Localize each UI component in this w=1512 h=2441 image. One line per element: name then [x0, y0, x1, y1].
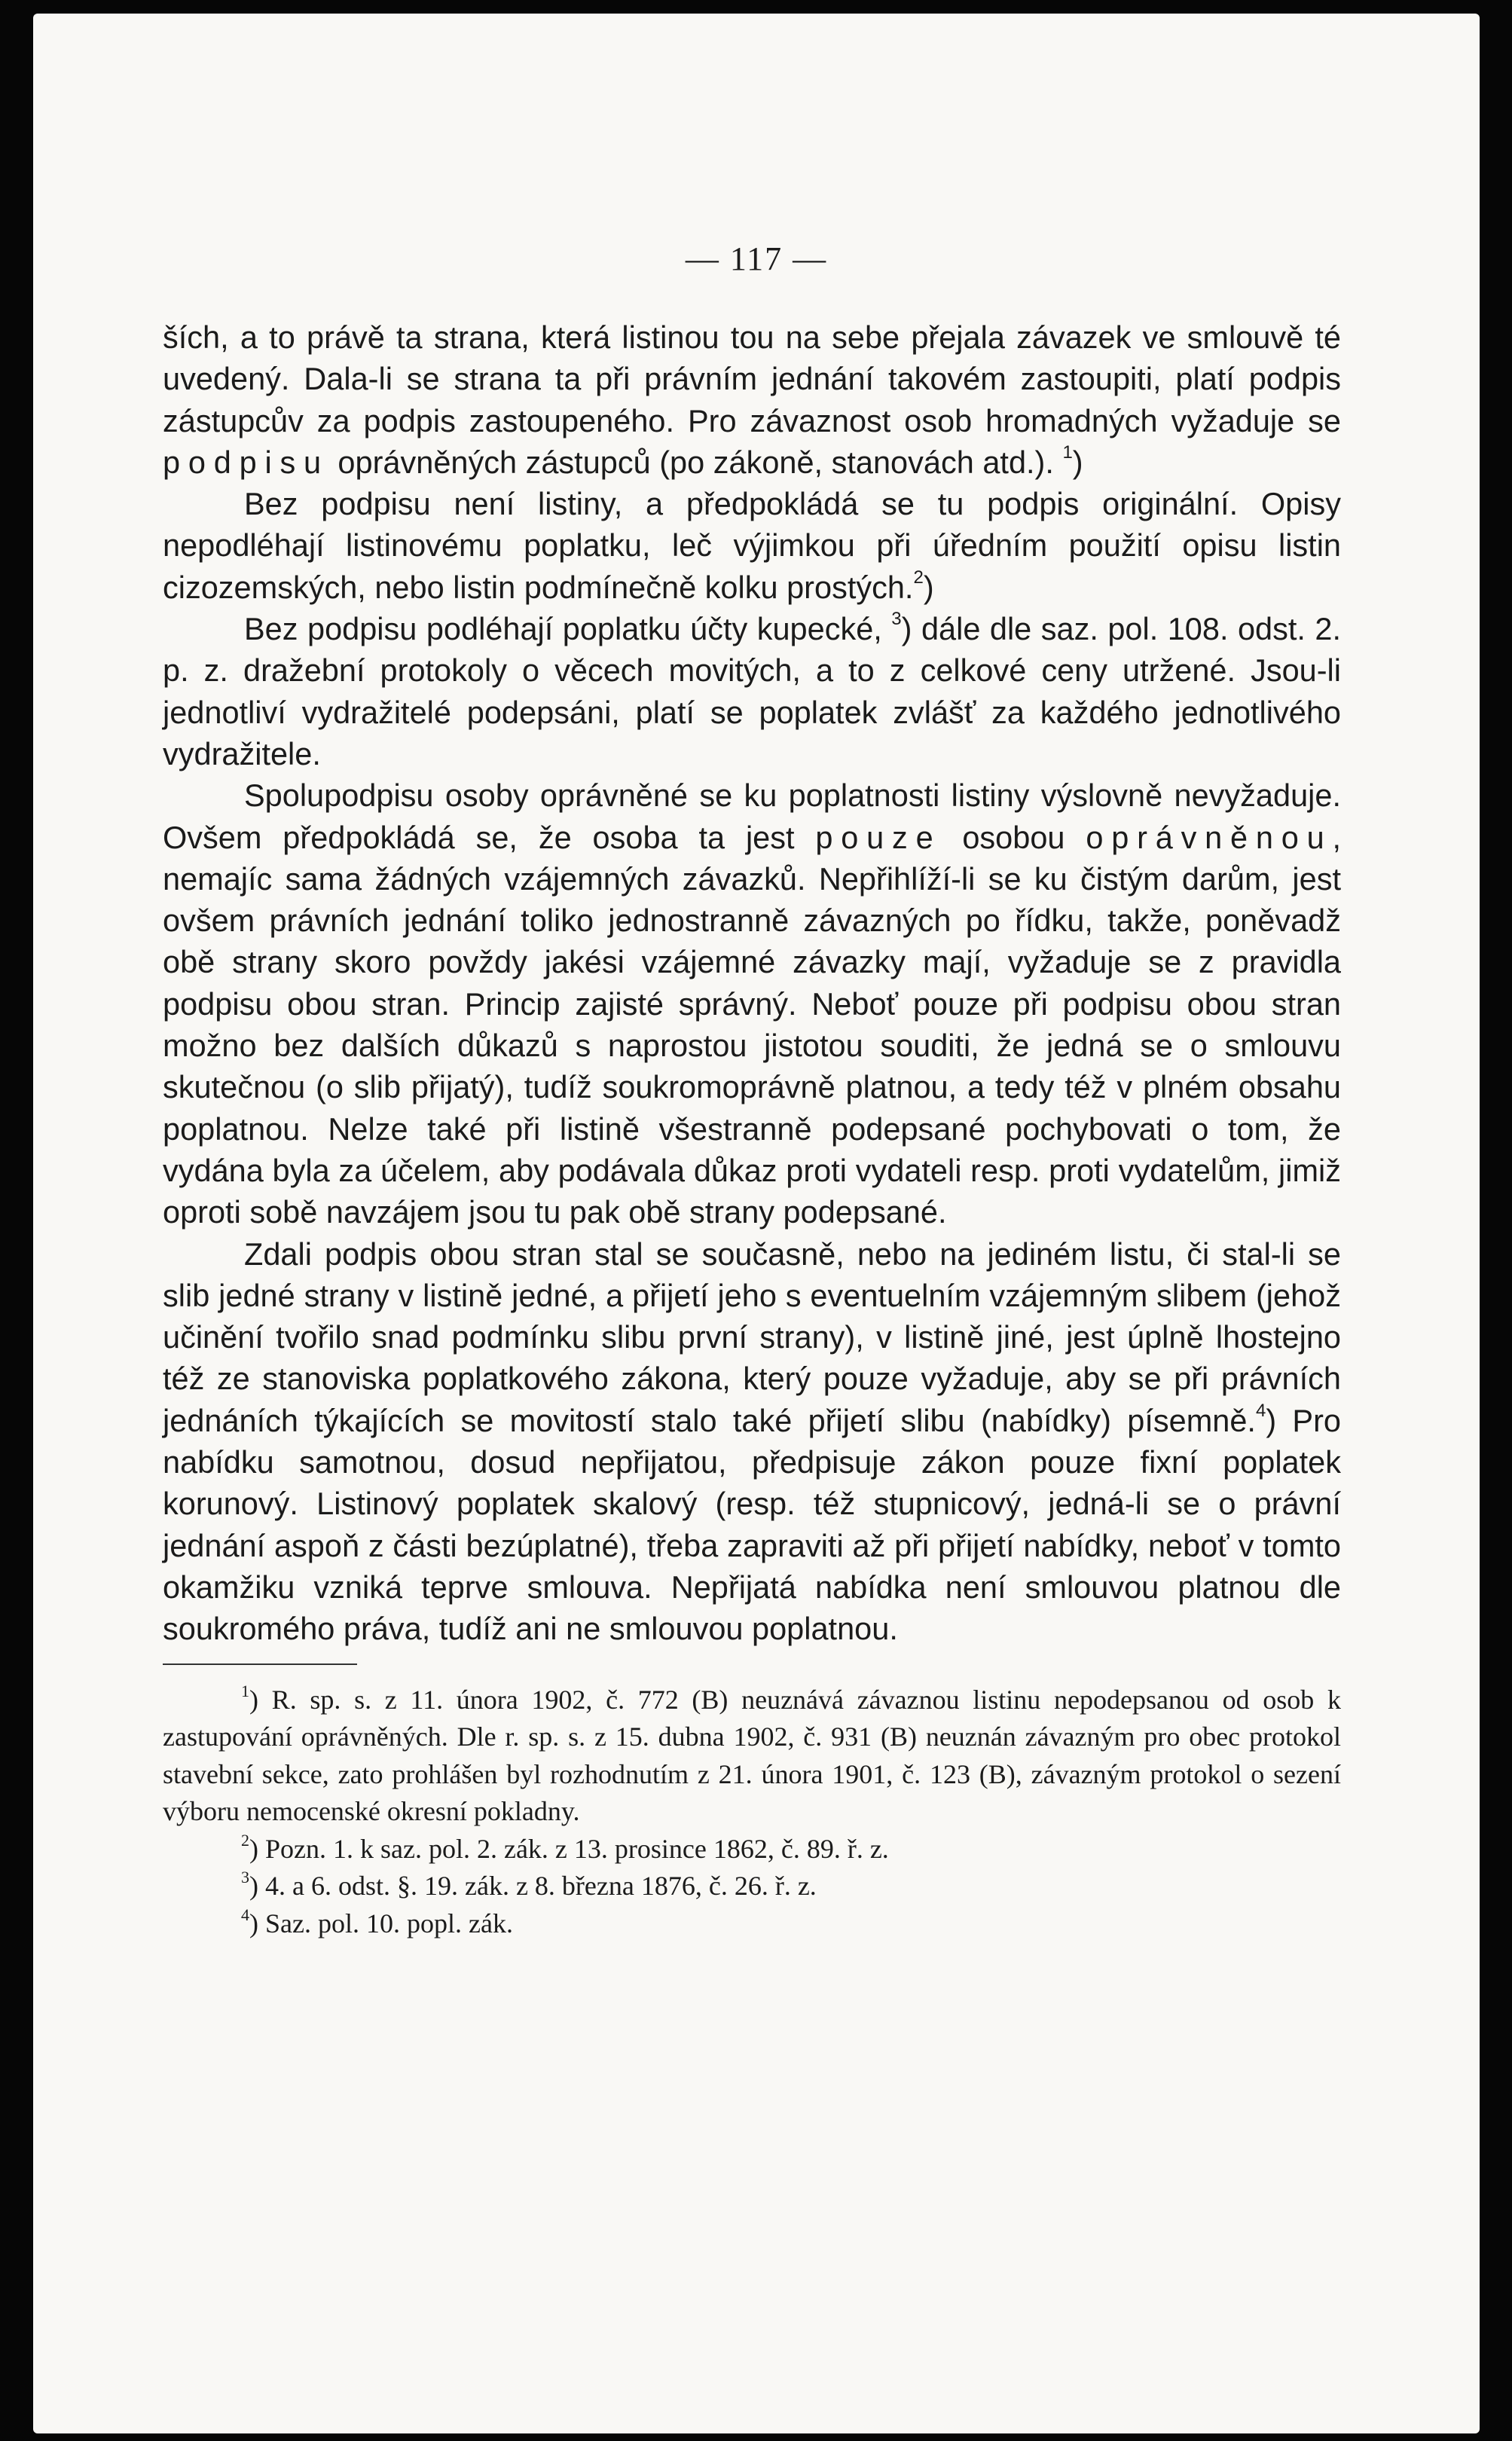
paragraph-3: Bez podpisu podléhají poplatku účty kupecké, $^3$) dále dle saz. pol. 108. odst. 2. p. z. dražební protokoly o věcech movitých, a to z celkové ceny utržené. Jsou-li jednotliví vydražitelé podepsáni, platí se poplatek zvlášť za každého jednotlivého vydražitele.: [163, 609, 1341, 771]
footnote-mark: 1: [241, 1681, 249, 1700]
body-text: [163, 316, 1341, 1650]
footnote-ref-2[interactable]: 2: [913, 567, 924, 588]
footnote-1: $^1$) R. sp. s. z 11. února 1902, č. 772 (B) neuznává závaznou listinu nepodepsanou od osob k zastupování oprávněných. Dle r. sp. s. z 15. dubna 1902, č. 931 (B) neuznán závazným pro obec protokol stavební sekce, zato prohlášen byl rozhodnutím z 21. února 1901, č. 123 (B), závazným protokol o sezení výboru nemocenské okresní pokladny.: [163, 1681, 1341, 1826]
paragraph-2: Bez podpisu není listiny, a předpokládá se tu podpis originální. Opisy nepodléhají listinovému poplatku, leč výjimkou při úředním použití opisu listin cizozemských, nebo listin podmínečně kolku prostých.$^2$): [163, 486, 1341, 605]
text-column: [163, 316, 1341, 1942]
paragraph-1: ších, a to právě ta strana, která listinou tou na sebe přejala závazek ve smlouvě té uvedený. Dala-li se strana ta při právním jednání takovém zastoupiti, platí podpis zástupcův za podpis zastoupeného. Pro závaznost osob hromadných vyžaduje se podpisu oprávněných zástupců (po zákoně, stanovách atd.). $^1$): [163, 319, 1341, 480]
page-number: — 117 —: [685, 240, 828, 277]
emphasis-opravnenou: oprávněnou: [1086, 819, 1333, 855]
footnote-ref-3[interactable]: 3: [891, 609, 902, 630]
footnote-2: $^2$) Pozn. 1. k saz. pol. 2. zák. z 13. prosince 1862, č. 89. ř. z.: [241, 1830, 889, 1864]
book-page: [33, 14, 1480, 2433]
footnote-mark: 2: [241, 1830, 249, 1850]
emphasis-podpisu: podpisu: [163, 444, 329, 480]
paragraph-4: Spolupodpisu osoby oprávněné se ku poplatnosti listiny výslovně nevyžaduje. Ovšem předpokládá se, že osoba ta jest pouze osobou oprávněnou, nemajíc sama žádných vzájemných závazků. Nepřihlíží-li se ku čistým darům, jest ovšem právních jednání toliko jednostranně závazných po řídku, takže, poněvadž obě strany skoro povždy jakési vzájemné závazky mají, vyžaduje se z pravidla podpisu obou stran. Princip zajisté správný. Neboť pouze při podpisu obou stran možno bez dalších důkazů s naprostou jistotou souditi, že jedná se o smlouvu skutečnou (o slib přijatý), tudíž soukromoprávně platnou, a tedy též v plném obsahu poplatnou. Nelze také při listině všestranně podepsané pochybovati o tom, že vydána byla za účelem, aby podávala důkaz proti vydateli resp. proti vydatelům, jimiž oproti sobě navzájem jsou tu pak obě strany podepsané.: [163, 778, 1342, 1230]
footnote-ref-4[interactable]: 4: [1255, 1400, 1266, 1421]
footnote-3: $^3$) 4. a 6. odst. §. 19. zák. z 8. března 1876, č. 26. ř. z.: [241, 1868, 817, 1901]
footnote-mark: 3: [241, 1868, 249, 1887]
footnote-4: $^4$) Saz. pol. 10. popl. zák.: [241, 1905, 513, 1938]
footnote-mark: 4: [241, 1905, 249, 1924]
emphasis-pouze: pouze: [815, 819, 942, 855]
footnote-ref-1[interactable]: 1: [1062, 441, 1073, 463]
paragraph-5: Zdali podpis obou stran stal se současně, nebo na jediném listu, či stal-li se slib jedné strany v listině jedné, a přijetí jeho s eventuelním vzájemným slibem (jehož učinění tvořilo snad podmínku slibu první strany), v listině jiné, jest úplně lhostejno též ze stanoviska poplatkového zákona, který pouze vyžaduje, aby se při právních jednáních týkajících se movitostí stalo také přijetí slibu (nabídky) písemně.$^4$) Pro nabídku samotnou, dosud nepřijatou, předpisuje zákon pouze fixní poplatek korunový. Listinový poplatek skalový (resp. též stupnicový, jedná-li se o právní jednání aspoň z části bezúplatné), třeba zapraviti až při přijetí nabídky, neboť v tomto okamžiku vzniká teprve smlouva. Nepřijatá nabídka není smlouvou platnou dle soukromého práva, tudíž ani ne smlouvou poplatnou.: [163, 1236, 1342, 1647]
footnotes: [163, 1682, 1341, 1943]
footnote-divider: [163, 1663, 357, 1665]
